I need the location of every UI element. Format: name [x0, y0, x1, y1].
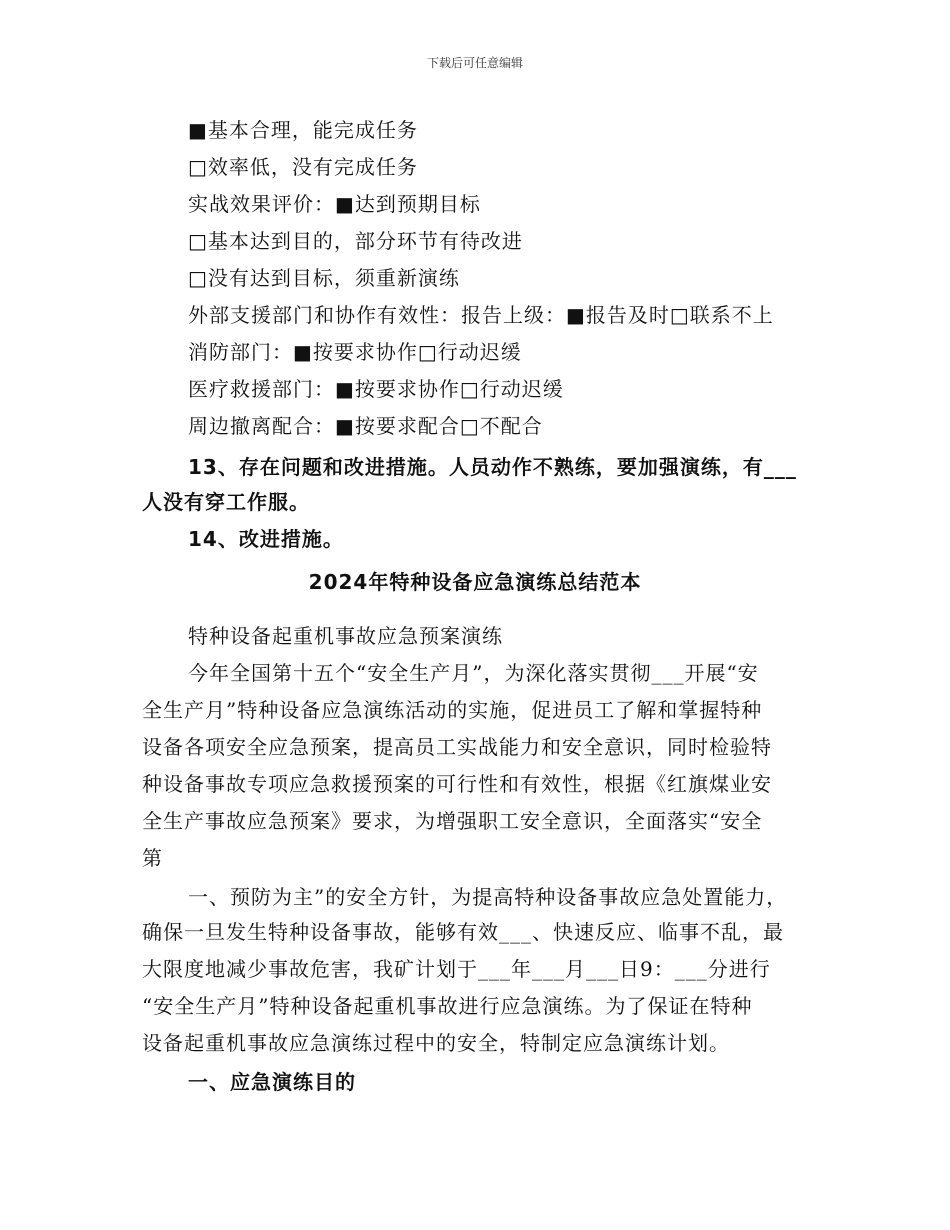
paragraph-1-line: 全生产月”特种设备应急演练活动的实施，促进员工了解和掌握特种	[142, 698, 763, 722]
checklist-line: 外部支援部门和协作有效性：报告上级：■报告及时□联系不上	[188, 303, 774, 327]
paragraph-2-line: “安全生产月”特种设备起重机事故进行应急演练。为了保证在特种	[142, 994, 753, 1018]
paragraph-1-line: 第	[142, 846, 163, 870]
section-14: 14、改进措施。	[188, 527, 344, 551]
checklist-line: ■基本合理，能完成任务	[188, 118, 418, 142]
checklist-line: 实战效果评价：■达到预期目标	[188, 192, 481, 216]
paragraph-2-line: 大限度地减少事故危害，我矿计划于___年___月___日9：___分进行	[142, 957, 771, 981]
paragraph-1-line: 全生产事故应急预案》要求，为增强职工安全意识，全面落实“安全	[142, 809, 763, 833]
checklist-line: □没有达到目标，须重新演练	[188, 266, 460, 290]
checklist-line: □基本达到目的，部分环节有待改进	[188, 229, 523, 253]
paragraph-2-line: 设备起重机事故应急演练过程中的安全，特制定应急演练计划。	[142, 1031, 730, 1055]
page-header: 下载后可任意编辑	[426, 56, 523, 70]
document-title: 2024年特种设备应急演练总结范本	[308, 570, 642, 594]
checklist-line: 医疗救援部门：■按要求协作□行动迟缓	[188, 377, 564, 401]
section-13-line2: 人没有穿工作服。	[142, 490, 310, 514]
subtitle: 特种设备起重机事故应急预案演练	[188, 624, 503, 648]
checklist-line: □效率低，没有完成任务	[188, 155, 418, 179]
checklist-line: 消防部门：■按要求协作□行动迟缓	[188, 340, 522, 364]
paragraph-2-line: 一、预防为主”的安全方针，为提高特种设备事故应急处置能力，	[188, 885, 788, 909]
section-13-line1: 13、存在问题和改进措施。人员动作不熟练，要加强演练，有___	[188, 455, 797, 479]
paragraph-2-line: 确保一旦发生特种设备事故，能够有效___、快速反应、临事不乱，最	[142, 920, 784, 944]
section-heading: 一、应急演练目的	[188, 1070, 356, 1094]
checklist-line: 周边撤离配合：■按要求配合□不配合	[188, 414, 543, 438]
paragraph-1-line: 设备各项安全应急预案，提高员工实战能力和安全意识，同时检验特	[142, 735, 772, 759]
paragraph-1-line: 今年全国第十五个“安全生产月”，为深化落实贯彻___开展“安	[188, 661, 759, 685]
paragraph-1-line: 种设备事故专项应急救援预案的可行性和有效性，根据《红旗煤业安	[142, 772, 772, 796]
